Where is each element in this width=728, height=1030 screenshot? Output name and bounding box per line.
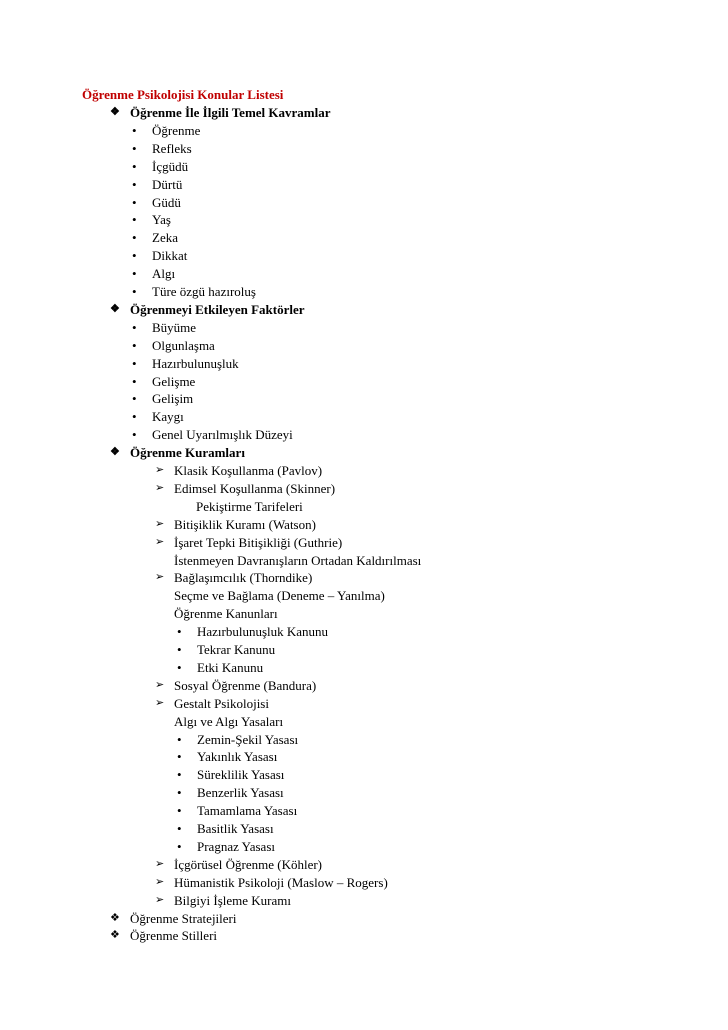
- list-item-label: Gelişim: [152, 391, 194, 407]
- arrow-bullet-icon: ➢: [155, 464, 165, 476]
- diamond-bullet-icon: ❖: [110, 911, 120, 924]
- list-item-label: Bilgiyi İşleme Kuramı: [174, 892, 291, 908]
- round-bullet-icon: •: [177, 785, 182, 801]
- round-bullet-icon: •: [177, 731, 182, 747]
- list-item-label: Öğrenme Kanunları: [174, 606, 278, 622]
- document-title: Öğrenme Psikolojisi Konular Listesi: [82, 87, 284, 102]
- round-bullet-icon: •: [177, 803, 182, 819]
- round-bullet-icon: •: [132, 266, 137, 282]
- list-item-label: Refleks: [152, 140, 192, 156]
- round-bullet-icon: •: [132, 373, 137, 389]
- round-bullet-icon: •: [132, 212, 137, 228]
- round-bullet-icon: •: [132, 391, 137, 407]
- list-item-label: Bağlaşımcılık (Thorndike): [174, 570, 313, 586]
- round-bullet-icon: •: [132, 319, 137, 335]
- list-item-label: Pragnaz Yasası: [197, 838, 275, 854]
- list-item-label: Öğrenme Kuramları: [130, 445, 245, 461]
- list-item-label: Güdü: [152, 194, 181, 210]
- list-item-label: Zeka: [152, 230, 178, 246]
- round-bullet-icon: •: [132, 337, 137, 353]
- round-bullet-icon: •: [177, 821, 182, 836]
- list-item-label: Öğrenme: [152, 122, 201, 138]
- list-item-label: Basitlik Yasası: [197, 821, 274, 836]
- list-item-label: Hümanistik Psikoloji (Maslow – Rogers): [174, 874, 388, 890]
- list-item-label: Algı: [152, 266, 176, 282]
- round-bullet-icon: •: [132, 427, 137, 443]
- list-item-label: Gelişme: [152, 373, 196, 389]
- list-item-label: Tekrar Kanunu: [197, 642, 276, 657]
- list-item-label: Benzerlik Yasası: [197, 785, 284, 801]
- round-bullet-icon: •: [132, 194, 137, 210]
- list-item-label: Dürtü: [152, 176, 183, 192]
- list-item-label: Genel Uyarılmışlık Düzeyi: [152, 427, 293, 443]
- list-item-label: Tamamlama Yasası: [197, 803, 298, 819]
- round-bullet-icon: •: [177, 624, 182, 640]
- arrow-bullet-icon: ➢: [155, 571, 165, 584]
- list-item-label: Öğrenme İle İlgili Temel Kavramlar: [130, 105, 331, 120]
- list-item-label: Büyüme: [152, 319, 197, 335]
- list-item-label: Hazırbulunuşluk Kanunu: [197, 624, 329, 640]
- arrow-bullet-icon: ➢: [155, 481, 165, 494]
- arrow-bullet-icon: ➢: [155, 696, 165, 709]
- list-item-label: Edimsel Koşullanma (Skinner): [174, 480, 336, 496]
- round-bullet-icon: •: [132, 248, 137, 264]
- arrow-bullet-icon: ➢: [155, 535, 165, 548]
- list-item-label: İşaret Tepki Bitişikliği (Guthrie): [174, 534, 343, 550]
- round-bullet-icon: •: [177, 838, 182, 854]
- arrow-bullet-icon: ➢: [155, 893, 165, 906]
- list-item-label: Yakınlık Yasası: [197, 749, 278, 765]
- round-bullet-icon: •: [177, 749, 182, 765]
- diamond-bullet-icon: ❖: [110, 302, 120, 315]
- round-bullet-icon: •: [132, 355, 137, 371]
- list-item-label: Dikkat: [152, 248, 188, 264]
- list-item-label: Klasik Koşullanma (Pavlov): [174, 463, 323, 478]
- list-item-label: Algı ve Algı Yasaları: [174, 713, 284, 729]
- round-bullet-icon: •: [177, 659, 182, 675]
- list-item-label: Gestalt Psikolojisi: [174, 695, 269, 711]
- list-item-label: Öğrenmeyi Etkileyen Faktörler: [130, 301, 305, 317]
- round-bullet-icon: •: [132, 176, 137, 192]
- list-item-label: Zemin-Şekil Yasası: [197, 731, 299, 747]
- diamond-bullet-icon: ❖: [110, 929, 120, 942]
- round-bullet-icon: •: [177, 642, 182, 657]
- list-item-label: Bitişiklik Kuramı (Watson): [174, 516, 316, 532]
- arrow-bullet-icon: ➢: [155, 678, 165, 691]
- list-item-label: Öğrenme Stratejileri: [130, 910, 237, 926]
- list-item-label: İçgörüsel Öğrenme (Köhler): [174, 856, 322, 872]
- list-item-label: Öğrenme Stilleri: [130, 928, 218, 944]
- round-bullet-icon: •: [132, 409, 137, 425]
- list-item-label: Pekiştirme Tarifeleri: [196, 498, 303, 514]
- list-item-label: Etki Kanunu: [197, 659, 264, 675]
- list-item-label: Süreklilik Yasası: [197, 767, 285, 783]
- list-item-label: Kaygı: [152, 409, 184, 425]
- arrow-bullet-icon: ➢: [155, 517, 165, 530]
- arrow-bullet-icon: ➢: [155, 875, 165, 888]
- list-item-label: İçgüdü: [152, 158, 189, 174]
- list-item-label: Hazırbulunuşluk: [152, 355, 239, 371]
- round-bullet-icon: •: [177, 767, 182, 783]
- round-bullet-icon: •: [132, 158, 137, 174]
- list-item-label: Yaş: [152, 212, 171, 228]
- list-item-label: Sosyal Öğrenme (Bandura): [174, 677, 317, 693]
- round-bullet-icon: •: [132, 140, 137, 156]
- diamond-bullet-icon: ❖: [110, 106, 120, 118]
- arrow-bullet-icon: ➢: [155, 857, 165, 870]
- list-item-label: Seçme ve Bağlama (Deneme – Yanılma): [174, 588, 385, 604]
- list-item-label: Türe özgü hazıroluş: [152, 284, 256, 299]
- list-item-label: İstenmeyen Davranışların Ortadan Kaldırılması: [174, 552, 422, 568]
- round-bullet-icon: •: [132, 122, 137, 138]
- round-bullet-icon: •: [132, 230, 137, 246]
- diamond-bullet-icon: ❖: [110, 446, 120, 459]
- list-item-label: Olgunlaşma: [152, 337, 215, 353]
- round-bullet-icon: •: [132, 284, 137, 299]
